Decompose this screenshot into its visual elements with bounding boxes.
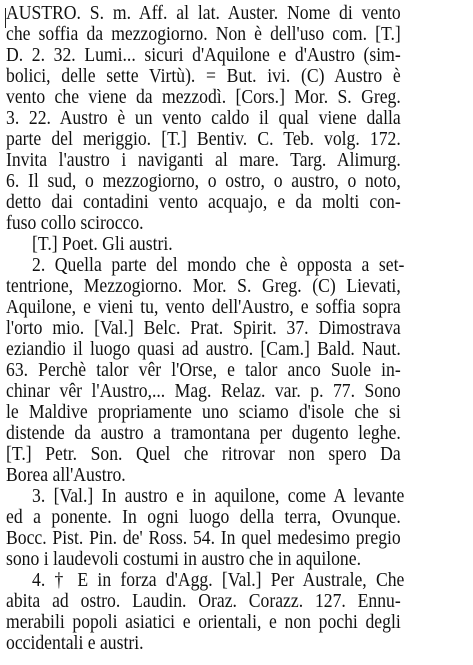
entry-line: distende da austro a tramontana per dugento leghe.	[6, 422, 401, 444]
entry-line: Invita l'austro i naviganti al mare. Targ. Alimurg.	[6, 149, 401, 171]
entry-line: chinar vêr l'Austro,... Mag. Relaz. var. p. 77. Sono	[6, 380, 401, 402]
entry-line: abita ad ostro. Laudin. Oraz. Corazz. 127. Ennu-	[6, 590, 401, 612]
entry-line: Aquilone, e vieni tu, vento dell'Austro, e soffia sopra	[6, 296, 401, 318]
entry-line: tentrione, Mezzogiorno. Mor. S. Greg. (C) Lievati,	[6, 275, 401, 297]
entry-line: 4. † E in forza d'Agg. [Val.] Per Australe, Che	[32, 569, 405, 591]
entry-line: 3. 22. Austro è un vento caldo il qual viene dalla	[6, 107, 401, 129]
entry-line: vento che viene da mezzodì. [Cors.] Mor. S. Greg.	[6, 86, 401, 108]
entry-line: 3. [Val.] In austro e in aquilone, come A levante	[32, 485, 405, 507]
entry-line: Bocc. Pist. Pin. de' Ross. 54. In quel medesimo pregio	[6, 527, 401, 549]
entry-line: l'orto mio. [Val.] Belc. Prat. Spirit. 37. Dimostrava	[6, 317, 401, 339]
entry-line: occidentali e austri.	[6, 632, 144, 654]
entry-line: detto dai contadini vento acquajo, e da molti con-	[6, 191, 401, 213]
entry-line: ed a ponente. In ogni luogo della terra, Ovunque.	[6, 506, 401, 528]
entry-line: parte del meriggio. [T.] Bentiv. C. Teb. volg. 172.	[6, 128, 401, 150]
entry-line: [T.] Petr. Son. Quel che ritrovar non spero Da	[6, 443, 401, 465]
entry-line: fuso collo scirocco.	[6, 212, 144, 234]
entry-line: eziandio il luogo quasi ad austro. [Cam.] Bald. Naut.	[6, 338, 401, 360]
entry-line: Borea all'Austro.	[6, 464, 126, 486]
entry-line: D. 2. 32. Lumi... sicuri d'Aquilone e d'Austro (sim-	[6, 44, 401, 66]
entry-line: bolici, delle sette Virtù). = But. ivi. (C) Austro è	[6, 65, 401, 87]
entry-line: [T.] Poet. Gli austri.	[32, 233, 173, 255]
entry-line: 6. Il sud, o mezzogiorno, o ostro, o austro, o noto,	[6, 170, 401, 192]
entry-line: AUSTRO. S. m. Aff. al lat. Auster. Nome di vento	[6, 2, 401, 24]
entry-line: che soffia da mezzogiorno. Non è dell'uso com. [T.]	[6, 23, 401, 45]
entry-line: merabili popoli asiatici e orientali, e non pochi degli	[6, 611, 401, 633]
entry-line: 63. Perchè talor vêr l'Orse, e talor anco Suole in-	[6, 359, 401, 381]
entry-line: 2. Quella parte del mondo che è opposta a set-	[32, 254, 405, 276]
entry-line: le Maldive propriamente uno sciamo d'isole che si	[6, 401, 401, 423]
entry-line: sono i laudevoli costumi in austro che in aquilone.	[6, 548, 361, 570]
